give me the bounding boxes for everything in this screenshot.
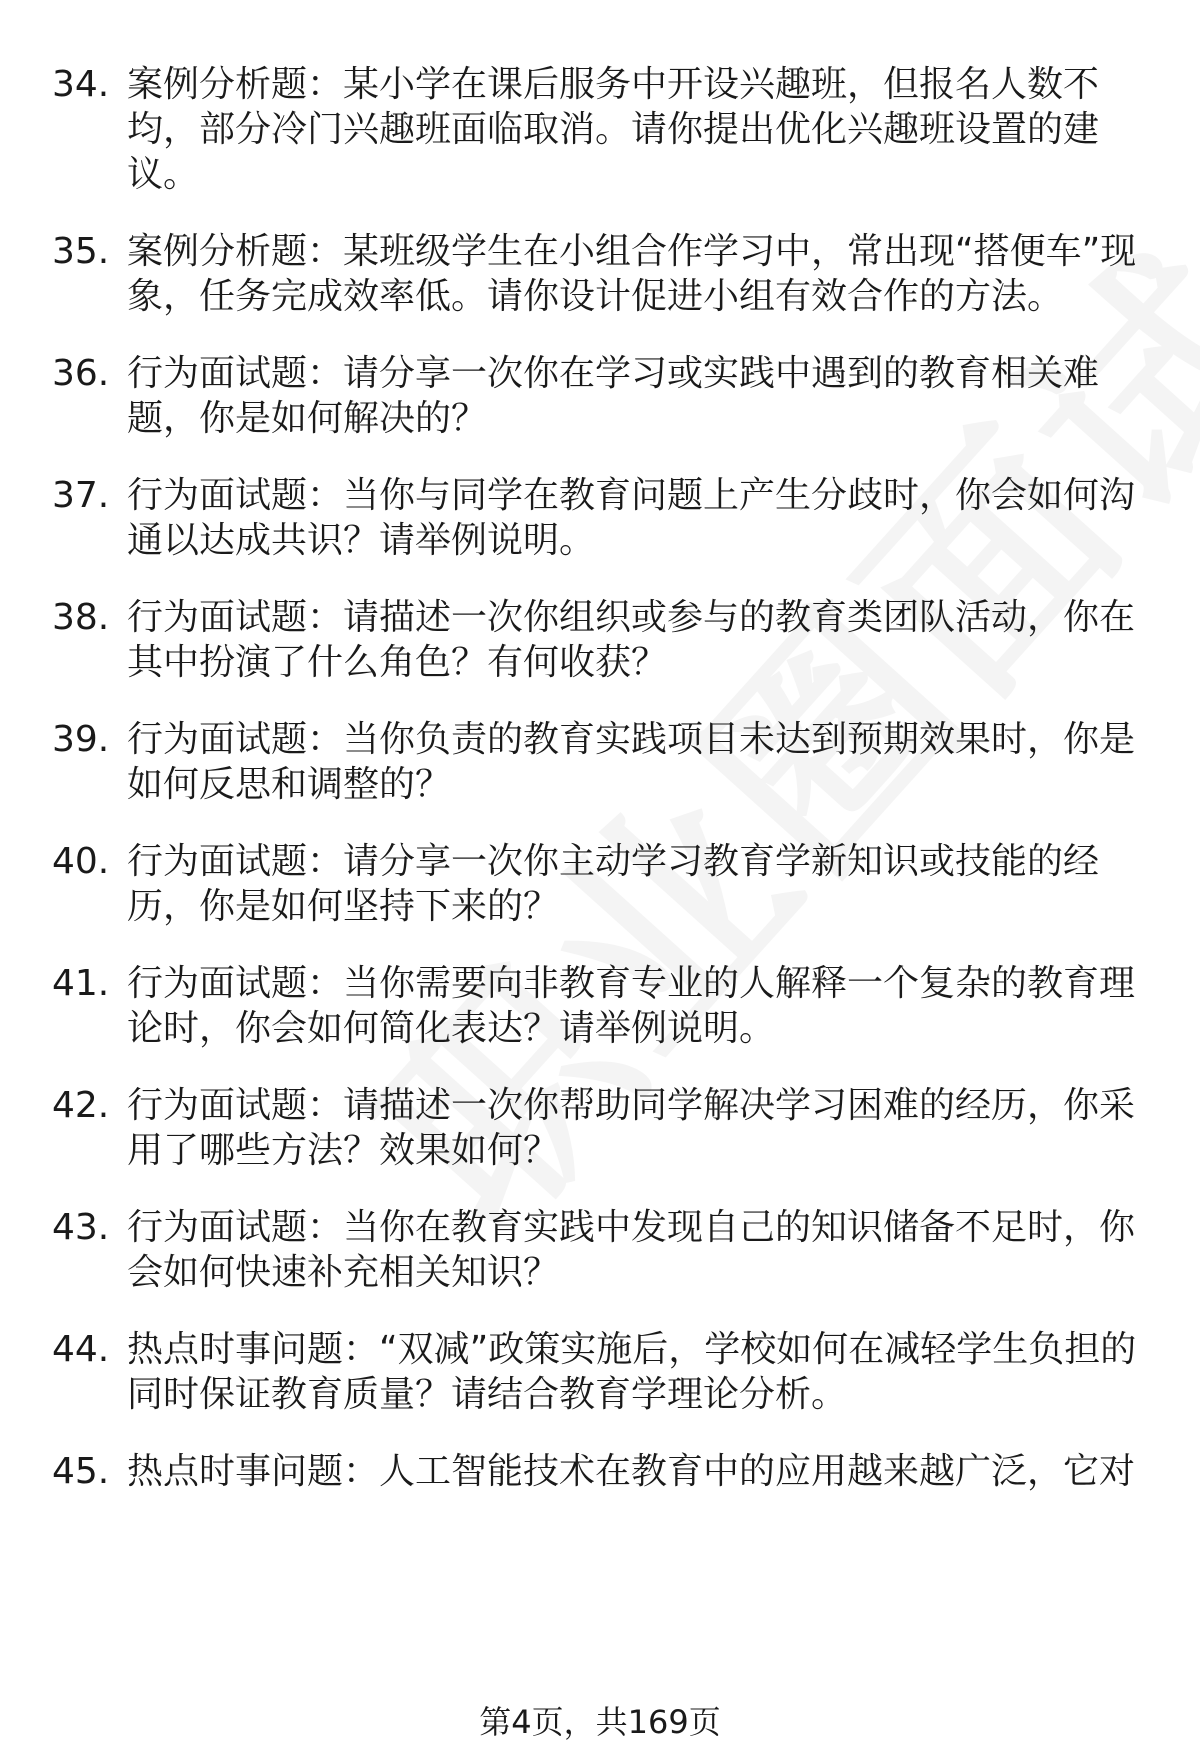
question-list [0,62,1200,1526]
question-number: 42. [52,1085,110,1126]
question-text: 案例分析题：某小学在课后服务中开设兴趣班，但报名人数不均，部分冷门兴趣班面临取消。请你提出优化兴趣班设置的建议。 [127,64,1100,195]
question-number: 36. [52,353,110,394]
question-item [0,62,1200,197]
question-number: 39. [52,719,110,760]
question-item [0,717,1200,807]
question-number: 43. [52,1207,110,1248]
question-item [0,961,1200,1051]
page-footer: 第4页，共169页 [479,1703,721,1741]
question-text: 行为面试题：当你负责的教育实践项目未达到预期效果时，你是如何反思和调整的？ [127,719,1136,805]
question-text: 行为面试题：当你需要向非教育专业的人解释一个复杂的教育理论时，你会如何简化表达？请举例说明。 [127,963,1136,1049]
question-number: 38. [52,597,110,638]
question-number: 40. [52,841,110,882]
question-text: 行为面试题：请分享一次你在学习或实践中遇到的教育相关难题，你是如何解决的？ [127,353,1100,439]
question-text: 行为面试题：请描述一次你帮助同学解决学习困难的经历，你采用了哪些方法？效果如何？ [127,1085,1136,1171]
question-number: 37. [52,475,110,516]
question-number: 45. [52,1451,110,1492]
question-number: 35. [52,231,110,272]
question-item [0,1083,1200,1173]
question-item [0,351,1200,441]
question-text: 行为面试题：请描述一次你组织或参与的教育类团队活动，你在其中扮演了什么角色？有何收获？ [127,597,1136,683]
question-item [0,1205,1200,1295]
question-number: 41. [52,963,110,1004]
question-text: 案例分析题：某班级学生在小组合作学习中，常出现“搭便车”现象，任务完成效率低。请你设计促进小组有效合作的方法。 [127,231,1137,317]
question-text: 行为面试题：当你与同学在教育问题上产生分歧时，你会如何沟通以达成共识？请举例说明。 [127,475,1136,561]
question-item [0,229,1200,319]
question-item [0,839,1200,929]
question-item [0,1449,1200,1494]
question-text: 行为面试题：当你在教育实践中发现自己的知识储备不足时，你会如何快速补充相关知识？ [127,1207,1136,1293]
question-item [0,595,1200,685]
question-text: 热点时事问题：人工智能技术在教育中的应用越来越广泛，它对 [127,1451,1136,1492]
question-item [0,473,1200,563]
question-item [0,1327,1200,1417]
question-text: 行为面试题：请分享一次你主动学习教育学新知识或技能的经历，你是如何坚持下来的？ [127,841,1100,927]
question-number: 34. [52,64,110,105]
question-text: 热点时事问题：“双减”政策实施后，学校如何在减轻学生负担的同时保证教育质量？请结合教育学理论分析。 [127,1329,1137,1415]
question-number: 44. [52,1329,110,1370]
